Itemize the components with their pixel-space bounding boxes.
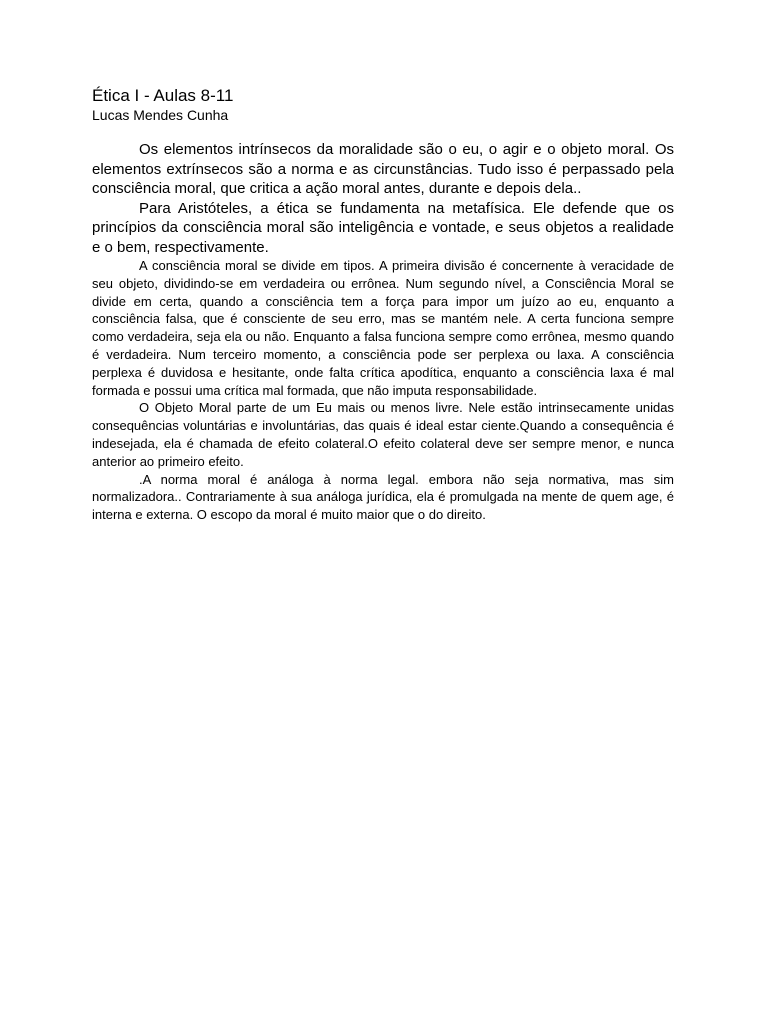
paragraph-moral-conscience-types: A consciência moral se divide em tipos. A primeira divisão é concernente à veracidade de seu objeto, dividindo-se em verdadeira ou errônea. Num segundo nível, a Consciência Moral se divide em certa, quando a consciência tem a força para impor um juízo ao eu, enquanto a consciência falsa, que é consciente de seu erro, mas se mantém nele. A certa funciona sempre como verdadeira, seja ela ou não. Enquanto a falsa funciona sempre como errônea, mesmo quando é verdadeira. Num terceiro momento, a consciência pode ser perplexa ou laxa. A consciência perplexa é duvidosa e hesitante, onde falta crítica apodítica, enquanto a consciência laxa é mal formada e possui uma crítica mal formada, que não imputa responsabilidade.: [92, 258, 674, 398]
document-author: Lucas Mendes Cunha: [92, 107, 229, 123]
paragraph-aristotle: Para Aristóteles, a ética se fundamenta na metafísica. Ele defende que os princípios da consciência moral são inteligência e vontade, e seus objetos a realidade e o bem, respectivamente.: [92, 199, 674, 256]
paragraph-moral-norm: .A norma moral é análoga à norma legal. embora não seja normativa, mas sim normalizadora.. Contrariamente à sua análoga jurídica, ela é promulgada na mente de quem age, é interna e externa. O escopo da moral é muito maior que o do direito.: [92, 471, 674, 523]
paragraph-intrinsic-elements: Os elementos intrínsecos da moralidade são o eu, o agir e o objeto moral. Os elementos extrínsecos são a norma e as circunstâncias. Tudo isso é perpassado pela consciência moral, que critica a ação moral antes, durante e depois dela..: [92, 141, 674, 197]
paragraph-moral-object: O Objeto Moral parte de um Eu mais ou menos livre. Nele estão intrinsecamente unidas consequências voluntárias e involuntárias, das quais é ideal estar ciente.Quando a consequência é indesejada, ela é chamada de efeito colateral.O efeito colateral deve ser sempre menor, e nunca anterior ao primeiro efeito.: [92, 400, 674, 469]
document-page: [92, 86, 674, 524]
document-title: Ética I - Aulas 8-11: [92, 86, 234, 105]
